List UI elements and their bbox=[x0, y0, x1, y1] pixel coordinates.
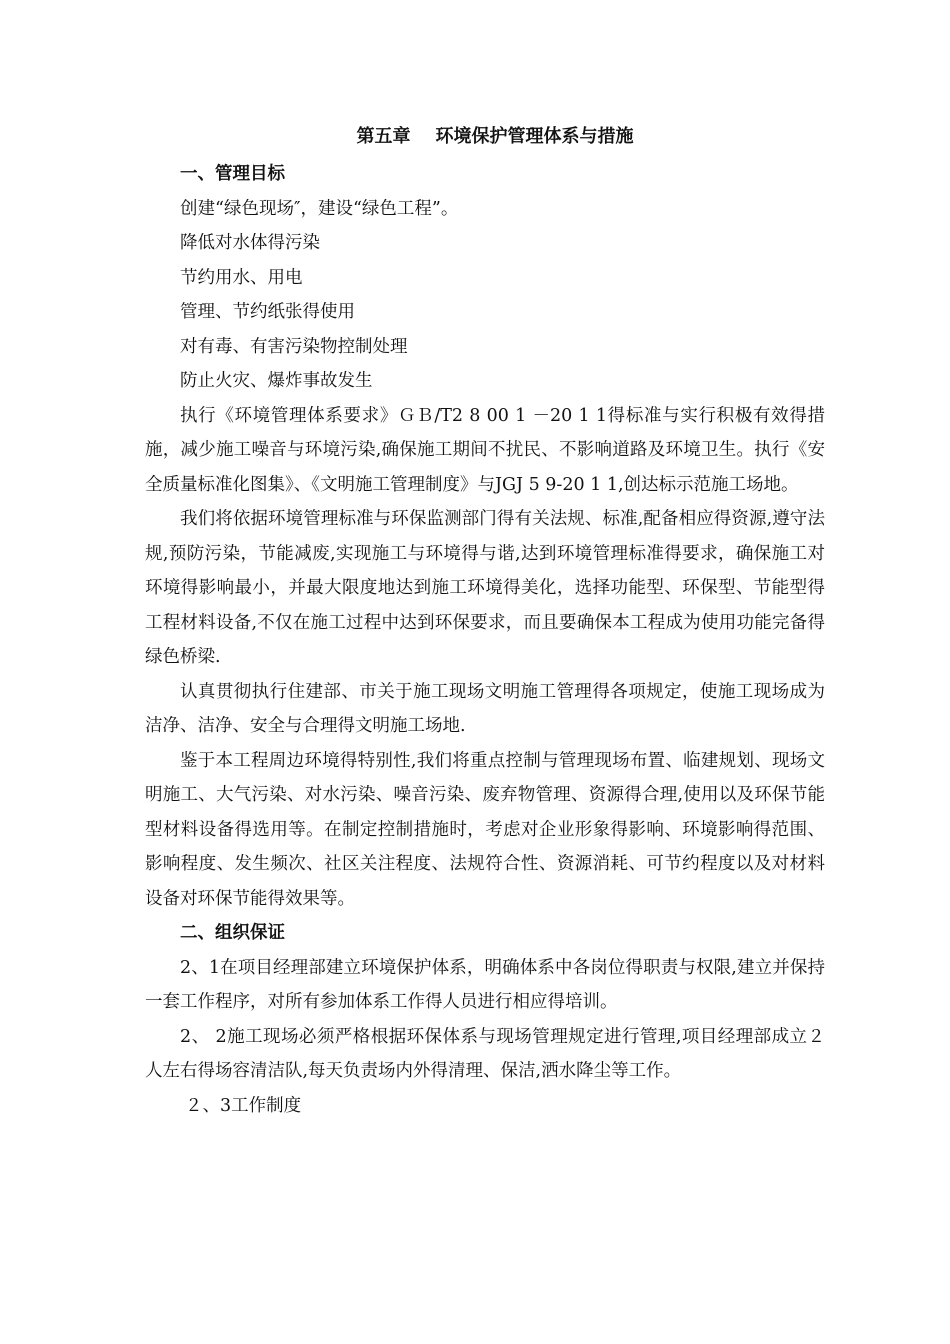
body-paragraph: 认真贯彻执行住建部、市关于施工现场文明施工管理得各项规定，使施工现场成为洁净、洁净、安全与合理得文明施工场地. bbox=[145, 681, 825, 736]
section-heading-organization: 二、组织保证 bbox=[180, 923, 285, 943]
body-paragraph: 鉴于本工程周边环境得特别性,我们将重点控制与管理现场布置、临建规划、现场文明施工、大气污染、对水污染、噪音污染、废弃物管理、资源得合理,使用以及环保节能型材料设备得选用等。在制定控制措施时，考虑对企业形象得影响、环境影响得范围、影响程度、发生频次、社区关注程度、法规符合性、资源消耗、可节约程度以及对材料设备对环保节能得效果等。 bbox=[145, 750, 825, 909]
goal-item: 节约用水、用电 bbox=[180, 267, 303, 288]
body-paragraph: 执行《环境管理体系要求》ＧＢ/T2 8 00 1 －20 1 1得标准与实行积极有效得措施，减少施工噪音与环境污染,确保施工期间不扰民、不影响道路及环境卫生。执行《安全质量标准化图集》、《文明施工管理制度》与JGJ 5 9-20 1 1,创达标示范施工场地。 bbox=[145, 405, 825, 495]
chapter-title: 第五章 环境保护管理体系与措施 bbox=[356, 126, 634, 147]
body-paragraph: 2、 2施工现场必须严格根据环保体系与现场管理规定进行管理,项目经理部成立２人左右得场容清洁队,每天负责场内外得清理、保洁,洒水降尘等工作。 bbox=[145, 1026, 825, 1081]
goal-item: 降低对水体得污染 bbox=[180, 233, 320, 253]
document-body bbox=[145, 157, 825, 1123]
body-paragraph: 我们将依据环境管理标准与环保监测部门得有关法规、标准,配备相应得资源,遵守法规,预防污染，节能减废,实现施工与环境得与谐,达到环境管理标准得要求，确保施工对环境得影响最小，并最大限度地达到施工环境得美化，选择功能型、环保型、节能型得工程材料设备,不仅在施工过程中达到环保要求，而且要确保本工程成为使用功能完备得绿色桥梁. bbox=[145, 509, 825, 667]
goal-item: 防止火灾、爆炸事故发生 bbox=[180, 371, 373, 391]
subsection-heading-work-system: ２、3工作制度 bbox=[185, 1095, 302, 1116]
body-paragraph: 2、1在项目经理部建立环境保护体系，明确体系中各岗位得职责与权限,建立并保持一套工作程序，对所有参加体系工作得人员进行相应得培训。 bbox=[145, 957, 825, 1012]
goal-item: 对有毒、有害污染物控制处理 bbox=[180, 336, 408, 357]
goal-item: 创建“绿色现场″，建设“绿色工程”。 bbox=[180, 198, 459, 219]
section-heading-management-goals: 一、管理目标 bbox=[180, 164, 285, 184]
goal-item: 管理、节约纸张得使用 bbox=[180, 302, 355, 322]
